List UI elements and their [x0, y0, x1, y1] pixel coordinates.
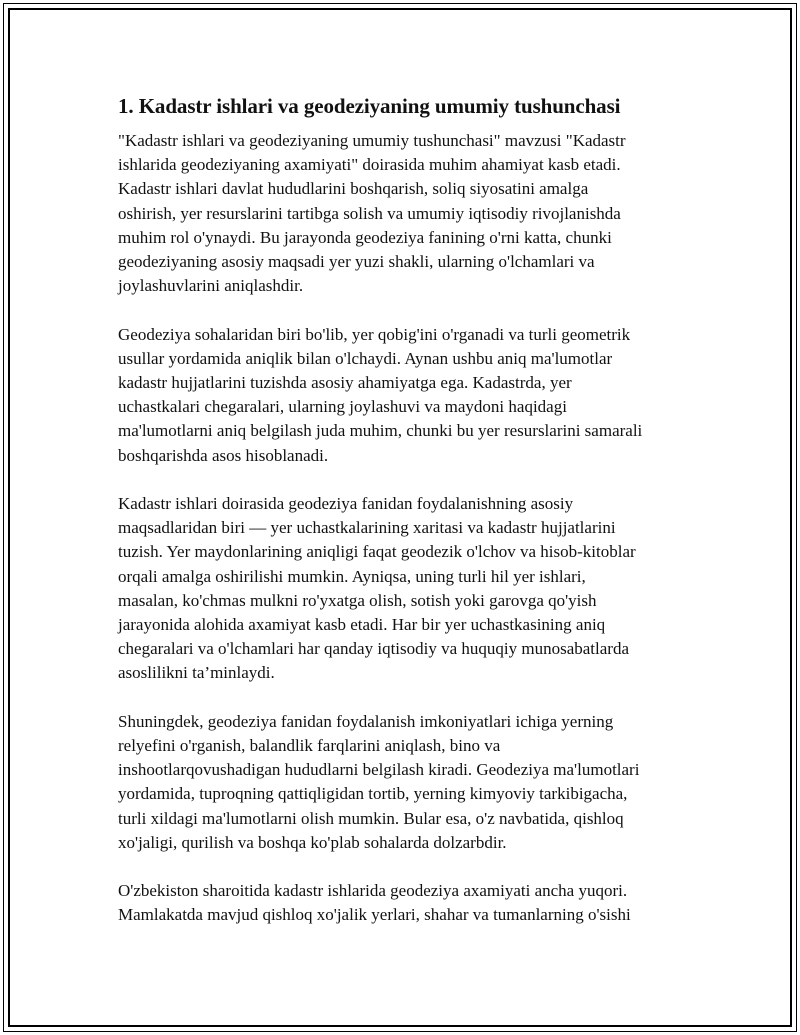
- paragraph-line: muhim rol o'ynaydi. Bu jarayonda geodeziya fanining o'rni katta, chunki: [118, 227, 612, 247]
- paragraph-line: chegaralari va o'lchamlari har qanday iqtisodiy va huquqiy munosabatlarda: [118, 639, 629, 659]
- paragraph-line: Shuningdek, geodeziya fanidan foydalanish imkoniyatlari ichiga yerning: [118, 711, 614, 731]
- paragraph-line: turli xildagi ma'lumotlarni olish mumkin. Bular esa, o'z navbatida, qishloq: [118, 808, 624, 828]
- document-body: [118, 92, 698, 952]
- paragraph-line: ishlarida geodeziyaning axamiyati" doirasida muhim ahamiyat kasb etadi.: [118, 155, 621, 175]
- paragraph-line: Mamlakatda mavjud qishloq xo'jalik yerlari, shahar va tumanlarning o'sishi: [118, 905, 631, 925]
- section-heading: 1. Kadastr ishlari va geodeziyaning umumiy tushunchasi: [118, 94, 621, 118]
- paragraph-list: [118, 129, 698, 928]
- paragraph-line: kadastr hujjatlarini tuzishda asosiy ahamiyatga ega. Kadastrda, yer: [118, 373, 572, 393]
- body-paragraph: [118, 323, 698, 468]
- paragraph-line: jarayonida alohida axamiyat kasb etadi. Har bir yer uchastkasining aniq: [118, 615, 606, 635]
- paragraph-line: Kadastr ishlari davlat hududlarini boshqarish, soliq siyosatini amalga: [118, 179, 589, 199]
- paragraph-line: tuzish. Yer maydonlarining aniqligi faqat geodezik o'lchov va hisob-kitoblar: [118, 542, 636, 562]
- body-paragraph: [118, 710, 698, 855]
- paragraph-line: xo'jaligi, qurilish va boshqa ko'plab sohalarda dolzarbdir.: [118, 832, 507, 852]
- paragraph-line: relyefini o'rganish, balandlik farqlarini aniqlash, bino va: [118, 736, 501, 756]
- paragraph-line: yordamida, tuproqning qattiqligidan tortib, yerning kimyoviy tarkibigacha,: [118, 784, 628, 804]
- paragraph-line: ma'lumotlarni aniq belgilash juda muhim, chunki bu yer resurslarini samarali: [118, 421, 643, 441]
- body-paragraph: [118, 879, 698, 927]
- paragraph-line: boshqarishda asos hisoblanadi.: [118, 445, 329, 465]
- paragraph-line: orqali amalga oshirilishi mumkin. Ayniqsa, uning turli hil yer ishlari,: [118, 566, 586, 586]
- paragraph-line: "Kadastr ishlari va geodeziyaning umumiy tushunchasi" mavzusi "Kadastr: [118, 131, 626, 150]
- paragraph-line: maqsadlaridan biri — yer uchastkalarining xaritasi va kadastr hujjatlarini: [118, 518, 616, 538]
- paragraph-line: oshirish, yer resurslarini tartibga solish va umumiy iqtisodiy rivojlanishda: [118, 203, 621, 223]
- paragraph-line: joylashuvlarini aniqlashdir.: [118, 276, 304, 296]
- paragraph-line: uchastkalari chegaralari, ularning joylashuvi va maydoni haqidagi: [118, 397, 567, 417]
- paragraph-line: masalan, ko'chmas mulkni ro'yxatga olish, sotish yoki garovga qo'yish: [118, 590, 597, 610]
- paragraph-line: asoslilikni ta’minlaydi.: [118, 663, 275, 683]
- body-paragraph: [118, 129, 698, 298]
- paragraph-line: usullar yordamida aniqlik bilan o'lchaydi. Aynan ushbu aniq ma'lumotlar: [118, 348, 613, 368]
- paragraph-line: Kadastr ishlari doirasida geodeziya fanidan foydalanishning asosiy: [118, 494, 574, 514]
- paragraph-line: Geodeziya sohalaridan biri bo'lib, yer qobig'ini o'rganadi va turli geometrik: [118, 324, 631, 344]
- paragraph-line: O'zbekiston sharoitida kadastr ishlarida geodeziya axamiyati ancha yuqori.: [118, 881, 628, 901]
- paragraph-line: inshootlarqovushadigan hududlarni belgilash kiradi. Geodeziya ma'lumotlari: [118, 760, 640, 780]
- body-paragraph: [118, 492, 698, 686]
- paragraph-line: geodeziyaning asosiy maqsadi yer yuzi shakli, ularning o'lchamlari va: [118, 252, 595, 272]
